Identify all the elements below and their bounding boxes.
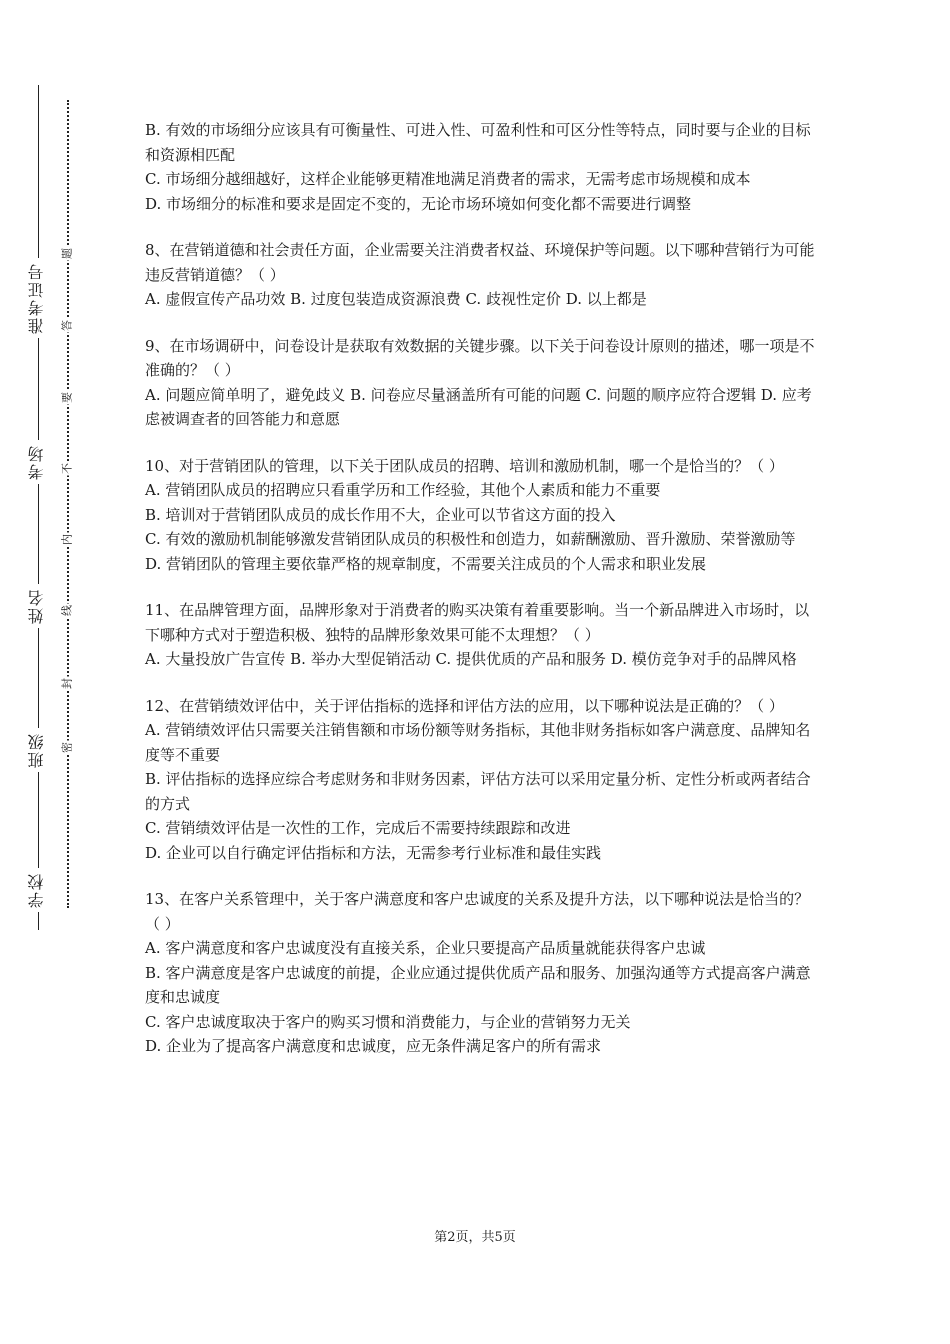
field-name-label: 姓名: [29, 584, 45, 628]
question-9: [145, 334, 817, 432]
question-7-tail: [145, 118, 817, 216]
field-school-label: 学校: [29, 868, 45, 912]
question-8: [145, 238, 817, 312]
q13-option-d: D. 企业为了提高客户满意度和忠诚度，应无条件满足客户的所有需求: [145, 1037, 602, 1055]
q8-options: A. 虚假宣传产品功效 B. 过度包装造成资源浪费 C. 歧视性定价 D. 以上都是: [145, 290, 647, 308]
q10-option-c: C. 有效的激励机制能够激发营销团队成员的积极性和创造力，如薪酬激励、晋升激励、荣誉激励等: [145, 530, 796, 548]
seal-char-5: 不: [60, 463, 74, 474]
seal-char-4: 内: [60, 534, 74, 545]
q10-option-d: D. 营销团队的管理主要依靠严格的规章制度，不需要关注成员的个人需求和职业发展: [145, 554, 707, 573]
page-number: 第2页，共5页: [434, 1230, 516, 1245]
seal-char-8: 题: [60, 248, 74, 259]
q12-option-a: A. 营销绩效评估只需要关注销售额和市场份额等财务指标，其他非财务指标如客户满意度、品牌知名度等不重要: [145, 721, 811, 764]
q11-stem: 11、在品牌管理方面，品牌形象对于消费者的购买决策有着重要影响。当一个新品牌进入市场时，以下哪种方式对于塑造积极、独特的品牌形象效果可能不太理想？（ ）: [145, 601, 810, 644]
question-13: [145, 887, 817, 1059]
seal-char-3: 线: [60, 605, 74, 616]
field-school: [14, 868, 60, 912]
q10-stem: 10、对于营销团队的管理，以下关于团队成员的招聘、培训和激励机制，哪一个是恰当的？（ ）: [145, 456, 784, 475]
question-11: [145, 598, 817, 672]
q8-stem: 8、在营销道德和社会责任方面，企业需要关注消费者权益、环境保护等问题。以下哪种营销行为可能违反营销道德？（ ）: [145, 241, 815, 284]
binding-margin: [0, 0, 110, 1344]
q11-options: A. 大量投放广告宣传 B. 举办大型促销活动 C. 提供优质的产品和服务 D. 模仿竞争对手的品牌风格: [145, 650, 797, 668]
q12-option-d: D. 企业可以自行确定评估指标和方法，无需参考行业标准和最佳实践: [145, 843, 602, 862]
q12-option-c: C. 营销绩效评估是一次性的工作，完成后不需要持续跟踪和改进: [145, 819, 571, 837]
q13-option-a: A. 客户满意度和客户忠诚度没有直接关系，企业只要提高产品质量就能获得客户忠诚: [145, 939, 706, 957]
field-class: [14, 728, 60, 772]
exam-content: [145, 118, 817, 1081]
seal-char-2: 封: [60, 678, 74, 689]
q12-option-b: B. 评估指标的选择应综合考虑财务和非财务因素，评估方法可以采用定量分析、定性分析或两者结合的方式: [145, 770, 811, 813]
q10-option-b: B. 培训对于营销团队成员的成长作用不大，企业可以节省这方面的投入: [145, 505, 616, 524]
field-exam-room-label: 考场: [29, 440, 45, 484]
q9-stem: 9、在市场调研中，问卷设计是获取有效数据的关键步骤。以下关于问卷设计原则的描述，哪一项是不准确的？（ ）: [145, 336, 815, 379]
seal-dotted-line: [67, 100, 69, 908]
seal-char-6: 要: [60, 392, 74, 403]
field-class-label: 班级: [29, 728, 45, 772]
seal-char-7: 答: [60, 320, 74, 331]
q7-option-d: D. 市场细分的标准和要求是固定不变的，无论市场环境如何变化都不需要进行调整: [145, 194, 692, 213]
question-10: [145, 454, 817, 577]
q7-option-b: B. 有效的市场细分应该具有可衡量性、可进入性、可盈利性和可区分性等特点，同时要与企业的目标和资源相匹配: [145, 121, 811, 164]
seal-char-1: 密: [60, 742, 74, 753]
question-12: [145, 694, 817, 866]
binding-solid-line: [38, 85, 39, 930]
field-admission-number-label: 准考证号: [29, 258, 45, 338]
field-name: [14, 584, 60, 628]
q9-options: A. 问题应简单明了，避免歧义 B. 问卷应尽量涵盖所有可能的问题 C. 问题的顺序应符合逻辑 D. 应考虑被调查者的回答能力和意愿: [145, 385, 812, 428]
field-admission-number: [14, 258, 60, 338]
q13-option-b: B. 客户满意度是客户忠诚度的前提，企业应通过提供优质产品和服务、加强沟通等方式提高客户满意度和忠诚度: [145, 963, 811, 1006]
q7-option-c: C. 市场细分越细越好，这样企业能够更精准地满足消费者的需求，无需考虑市场规模和成本: [145, 170, 751, 188]
field-exam-room: [14, 440, 60, 484]
q12-stem: 12、在营销绩效评估中，关于评估指标的选择和评估方法的应用，以下哪种说法是正确的？（ ）: [145, 696, 784, 715]
q13-stem: 13、在客户关系管理中，关于客户满意度和客户忠诚度的关系及提升方法，以下哪种说法是恰当的？（ ）: [145, 890, 810, 933]
q13-option-c: C. 客户忠诚度取决于客户的购买习惯和消费能力，与企业的营销努力无关: [145, 1012, 631, 1031]
q10-option-a: A. 营销团队成员的招聘应只看重学历和工作经验，其他个人素质和能力不重要: [145, 481, 661, 499]
